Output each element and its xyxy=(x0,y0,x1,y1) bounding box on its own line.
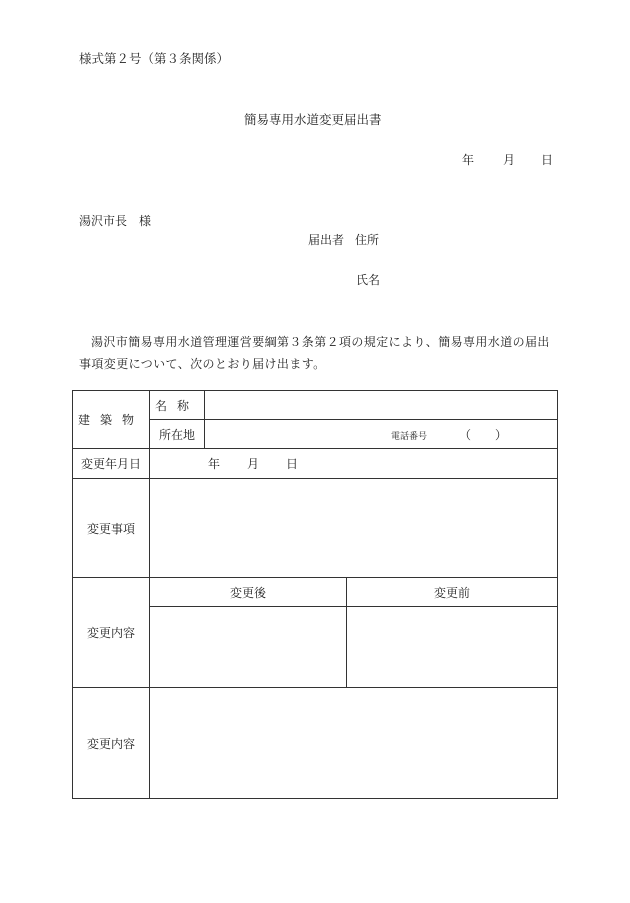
statement-text: 湯沢市簡易専用水道管理運営要綱第３条第２項の規定により、簡易専用水道の届出事項変更について、次のとおり届け出ます。 xyxy=(79,335,550,371)
notification-form-table xyxy=(72,390,558,799)
before-change-field[interactable] xyxy=(347,607,558,688)
change-contents-label: 変更内容 xyxy=(73,578,150,688)
change-matters-label: 変更事項 xyxy=(73,479,150,578)
location-field[interactable] xyxy=(205,420,558,449)
after-change-field[interactable] xyxy=(150,607,347,688)
change-date-month: 月 xyxy=(247,457,260,471)
change-date-day: 日 xyxy=(286,457,299,471)
location-label: 所在地 xyxy=(150,420,205,449)
building-name-label: 名称 xyxy=(150,391,205,420)
change-date-field[interactable] xyxy=(150,449,558,479)
notifier-line xyxy=(308,234,379,246)
date-year-label: 年 xyxy=(462,153,475,167)
addressee-name: 湯沢市長 xyxy=(79,214,128,228)
change-date-label: 変更年月日 xyxy=(73,449,150,479)
phone-label: 電話番号 xyxy=(390,431,427,442)
building-label: 建築物 xyxy=(73,391,150,449)
notifier-label: 届出者 xyxy=(308,233,345,247)
addressee xyxy=(79,215,151,227)
address-label: 住所 xyxy=(355,233,380,247)
date-day-label: 日 xyxy=(541,153,554,167)
date-month-label: 月 xyxy=(503,153,516,167)
before-change-header: 変更前 xyxy=(347,578,558,607)
document-title: 簡易専用水道変更届出書 xyxy=(244,112,382,127)
change-matters-field[interactable] xyxy=(150,479,558,578)
addressee-honorific: 様 xyxy=(139,214,152,228)
after-change-header: 変更後 xyxy=(150,578,347,607)
change-date-year: 年 xyxy=(208,457,221,471)
name-label: 氏名 xyxy=(356,273,381,287)
change-contents-field-2[interactable] xyxy=(150,688,558,799)
change-contents-label-2: 変更内容 xyxy=(73,688,150,799)
form-number: 様式第２号（第３条関係） xyxy=(79,51,230,66)
building-name-field[interactable] xyxy=(205,391,558,420)
phone-parens: （ ） xyxy=(458,427,507,442)
